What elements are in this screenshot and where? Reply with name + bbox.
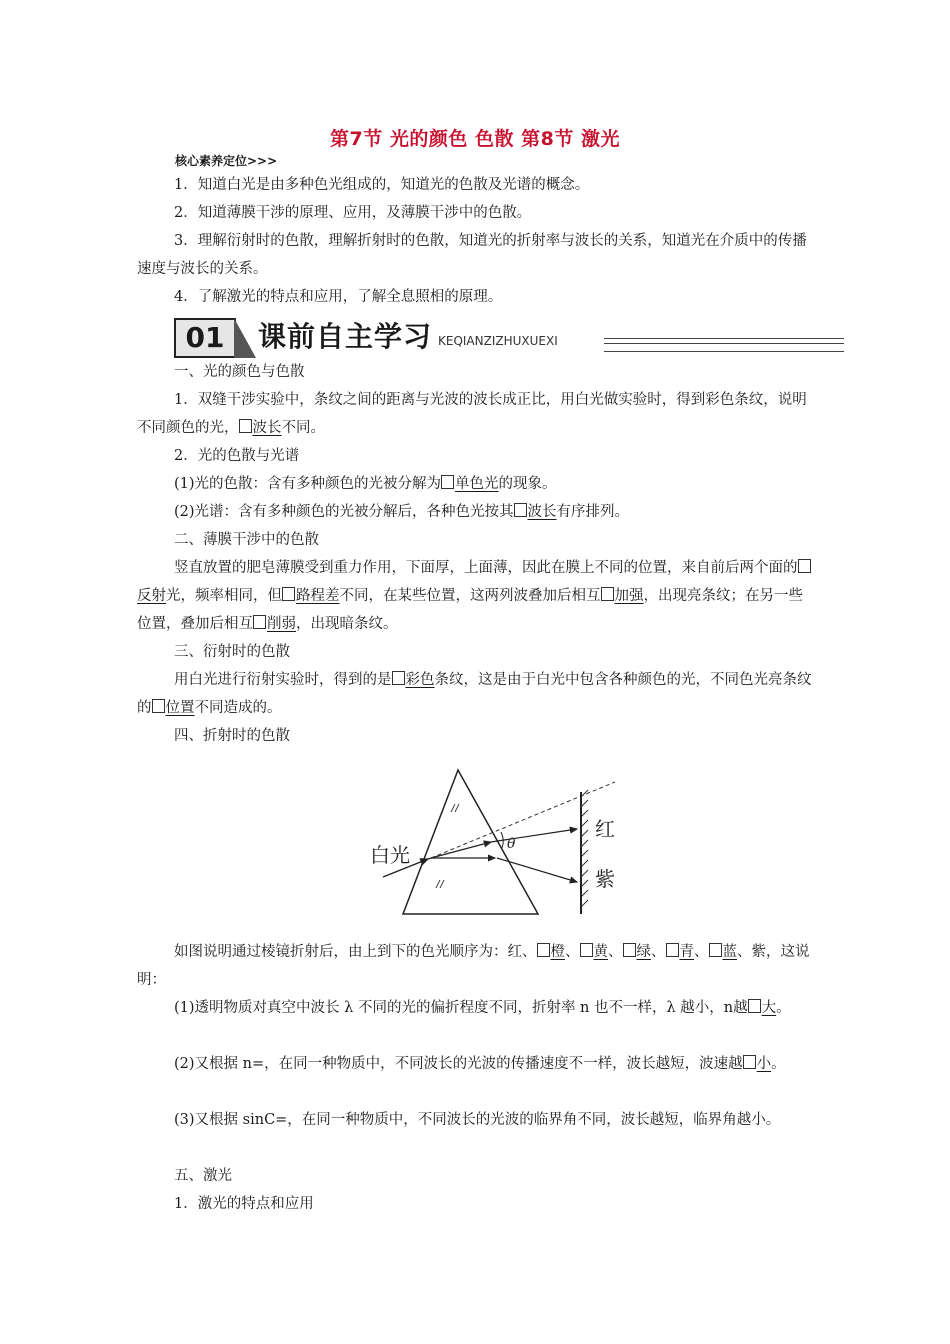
- blank-box-icon: [392, 671, 405, 685]
- red-ray-out: [491, 829, 577, 842]
- s1-para-1: 1．双缝干涉实验中，条纹之间的距离与光波的波长成正比，用白光做实验时，得到彩色条纹，说明不同颜色的光， 波长不同。: [137, 392, 807, 436]
- s5-heading: 五、激光: [174, 1168, 232, 1184]
- core-literacy-label: 核心素养定位>>>: [175, 154, 278, 168]
- banner-pinyin: KEQIANZIZHUXUEXI: [438, 334, 558, 348]
- red-label: 红: [595, 817, 615, 841]
- blank-box-icon: [253, 615, 266, 629]
- section-banner: [174, 316, 844, 358]
- s4-heading: 四、折射时的色散: [174, 728, 290, 744]
- s5-para-1: 1．激光的特点和应用: [174, 1196, 314, 1212]
- page-title: 第7节 光的颜色 色散 第8节 激光: [330, 128, 620, 150]
- s4-note-3: (3)又根据 sinC=，在同一种物质中，不同波长的光波的临界角不同，波长越短，临界角越小。: [174, 1112, 781, 1128]
- prism-dispersion-diagram: [345, 752, 640, 930]
- violet-label: 紫: [595, 867, 615, 891]
- blank-box-icon: [709, 943, 722, 957]
- s4-color-order: 如图说明通过棱镜折射后，由上到下的色光顺序为：红、 橙、 黄、 绿、 青、 蓝、紫，这说明：: [137, 944, 810, 988]
- blank-box-icon: [743, 1055, 756, 1069]
- s4-note-1: (1)透明物质对真空中波长 λ 不同的光的偏折程度不同，折射率 n 也不一样，λ 越小，n越 大。: [174, 1000, 791, 1016]
- s1-para-2: 2．光的色散与光谱: [174, 448, 300, 464]
- blank-box-icon: [748, 999, 761, 1013]
- blank-box-icon: [239, 419, 252, 433]
- white-light-label: 白光: [370, 843, 410, 867]
- red-ray-inside: [431, 842, 491, 858]
- blank-box-icon: [537, 943, 550, 957]
- blank-box-icon: [580, 943, 593, 957]
- s1-heading: 一、光的颜色与色散: [174, 364, 305, 380]
- objective-3: 3．理解衍射时的色散，理解折射时的色散，知道光的折射率与波长的关系，知道光在介质中的传播速度与波长的关系。: [137, 233, 807, 277]
- blank-box-icon: [282, 587, 295, 601]
- blank-box-icon: [798, 559, 811, 573]
- objective-4: 4．了解激光的特点和应用，了解全息照相的原理。: [174, 289, 503, 305]
- violet-ray-out: [497, 858, 577, 882]
- blank-box-icon: [666, 943, 679, 957]
- s4-note-2: (2)又根据 n=，在同一种物质中，不同波长的光波的传播速度不一样，波长越短，波速越 小。: [174, 1056, 786, 1072]
- s2-heading: 二、薄膜干涉中的色散: [174, 532, 319, 548]
- s1-para-4: (2)光谱：含有多种颜色的光被分解后，各种色光按其 波长有序排列。: [174, 504, 630, 520]
- banner-arrow-icon: [234, 318, 256, 358]
- blank-box-icon: [152, 699, 165, 713]
- s2-para: 竖直放置的肥皂薄膜受到重力作用，下面厚，上面薄，因此在膜上不同的位置，来自前后两个面的反射光，频率相同，但 路程差不同，在某些位置，这两列波叠加后相互 加强，出现亮条纹；在另一些位置，叠加后相互 削弱，出现暗条纹。: [137, 554, 817, 638]
- angle-label: θ: [507, 836, 516, 852]
- banner-rule-lines: [604, 338, 844, 352]
- s3-heading: 三、衍射时的色散: [174, 644, 290, 660]
- objective-1: 1．知道白光是由多种色光组成的，知道光的色散及光谱的概念。: [174, 177, 590, 193]
- blank-box-icon: [601, 587, 614, 601]
- objective-2: 2．知道薄膜干涉的原理、应用，及薄膜干涉中的色散。: [174, 205, 532, 221]
- screen-hatch: [581, 790, 588, 907]
- blank-box-icon: [623, 943, 636, 957]
- s1-para-3: (1)光的色散：含有多种颜色的光被分解为 单色光的现象。: [174, 476, 557, 492]
- banner-title: 课前自主学习: [258, 320, 433, 353]
- banner-number: 01: [174, 318, 236, 358]
- blank-box-icon: [441, 475, 454, 489]
- blank-box-icon: [514, 503, 527, 517]
- s3-para: 用白光进行衍射实验时，得到的是 彩色条纹，这是由于白光中包含各种颜色的光，不同色光亮条纹的 位置不同造成的。: [137, 672, 812, 716]
